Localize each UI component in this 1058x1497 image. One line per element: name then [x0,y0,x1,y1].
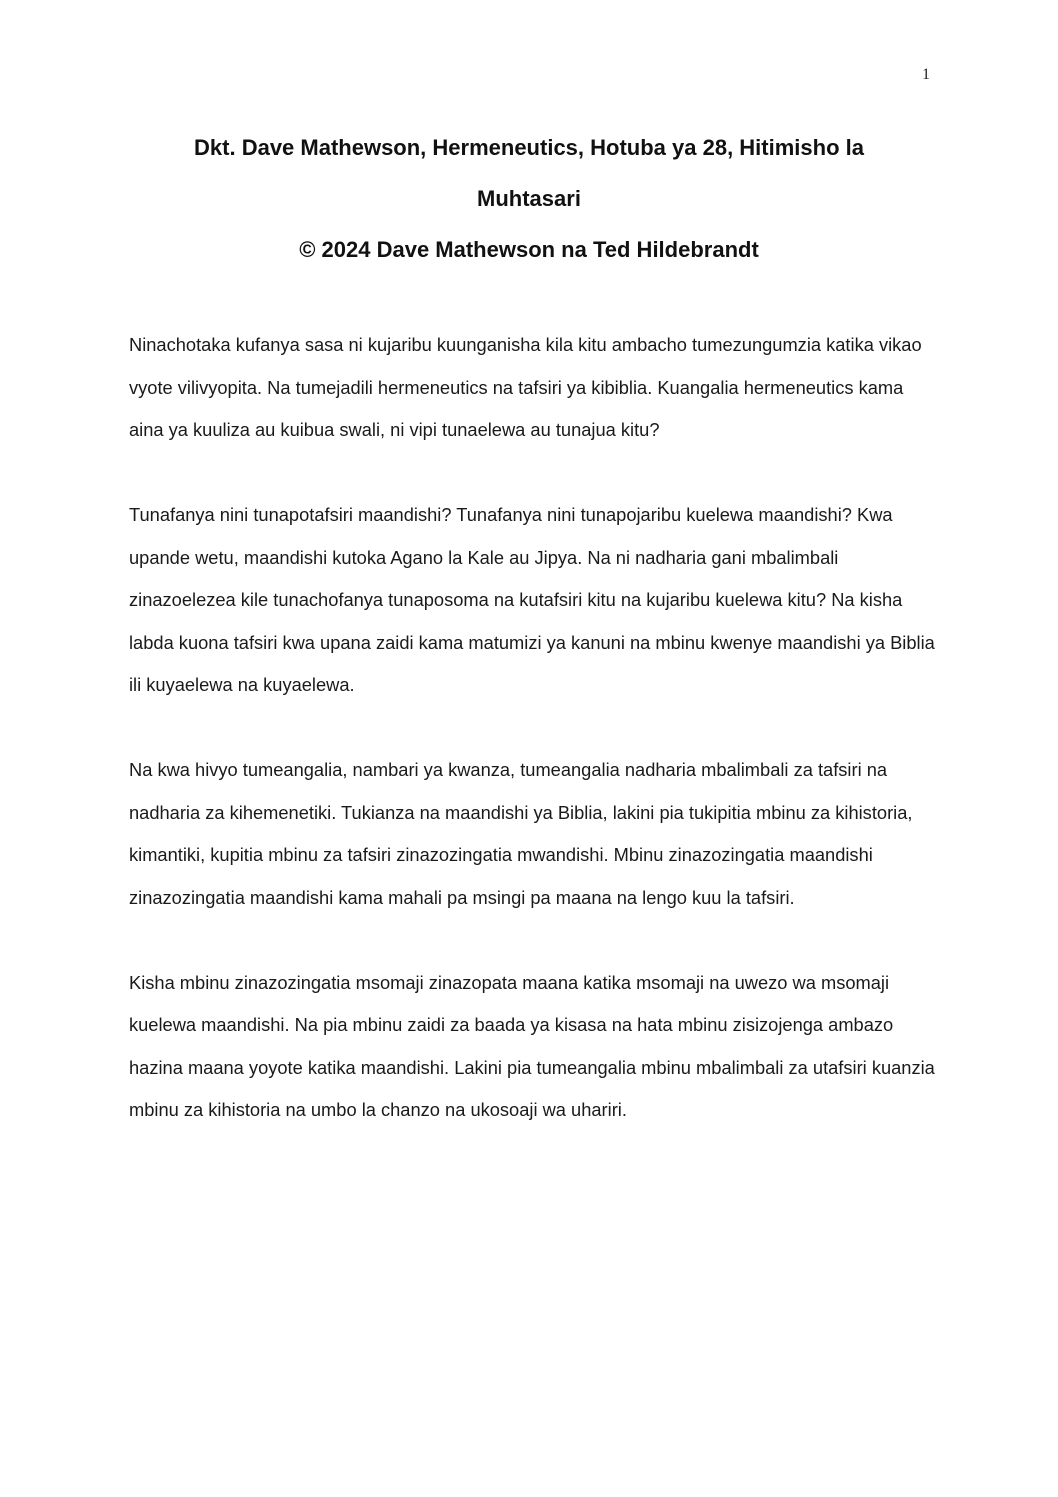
document-title [100,122,958,275]
page-number: 1 [922,66,930,83]
document-body [129,324,941,1174]
paragraph-2: Tunafanya nini tunapotafsiri maandishi? Tunafanya nini tunapojaribu kuelewa maandishi? Kwa upande wetu, maandishi kutoka Agano la Kale au Jipya. Na ni nadharia gani mbalimbali zinazoelezea kile tunachofanya tunaposoma na kutafsiri kitu na kujaribu kuelewa kitu? Na kisha labda kuona tafsiri kwa upana zaidi kama matumizi ya kanuni na mbinu kwenye maandishi ya Biblia ili kuyaelewa na kuyaelewa. [129,504,935,695]
title-line-2: Muhtasari [477,186,581,211]
paragraph-3: Na kwa hivyo tumeangalia, nambari ya kwanza, tumeangalia nadharia mbalimbali za tafsiri na nadharia za kihemenetiki. Tukianza na maandishi ya Biblia, lakini pia tukipitia mbinu za kihistoria, kimantiki, kupitia mbinu za tafsiri zinazozingatia mwandishi. Mbinu zinazozingatia maandishi zinazozingatia maandishi kama mahali pa msingi pa maana na lengo kuu la tafsiri. [129,759,913,908]
copyright-line: © 2024 Dave Mathewson na Ted Hildebrandt [299,237,759,262]
paragraph-4: Kisha mbinu zinazozingatia msomaji zinazopata maana katika msomaji na uwezo wa msomaji kuelewa maandishi. Na pia mbinu zaidi za baada ya kisasa na hata mbinu zisizojenga ambazo hazina maana yoyote katika maandishi. Lakini pia tumeangalia mbinu mbalimbali za utafsiri kuanzia mbinu za kihistoria na umbo la chanzo na ukosoaji wa uhariri. [129,971,935,1120]
title-line-1: Dkt. Dave Mathewson, Hermeneutics, Hotuba ya 28, Hitimisho la [194,135,864,160]
paragraph-1: Ninachotaka kufanya sasa ni kujaribu kuunganisha kila kitu ambacho tumezungumzia katika vikao vyote vilivyopita. Na tumejadili hermeneutics na tafsiri ya kibiblia. Kuangalia hermeneutics kama aina ya kuuliza au kuibua swali, ni vipi tunaelewa au tunajua kitu? [129,334,922,440]
